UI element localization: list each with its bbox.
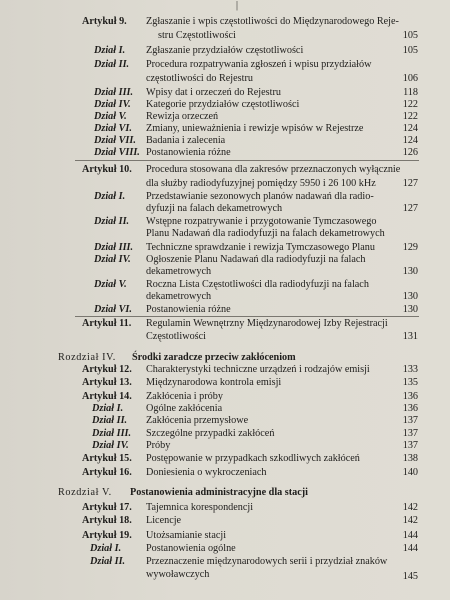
separator-line [75, 160, 419, 161]
page-number: 122 [402, 111, 418, 122]
label: Dział IV. [92, 440, 129, 451]
title: Zmiany, unieważnienia i rewizje wpisów w Rejestrze [146, 123, 364, 134]
title: Zakłócenia przemysłowe [146, 415, 249, 426]
page-number: 145 [402, 571, 418, 582]
title: Przeznaczenie międzynarodowych serii i przydział znaków [146, 556, 388, 567]
title: Techniczne sprawdzanie i rewizja Tymczasowego Planu [146, 242, 375, 253]
label: Dział VI. [94, 304, 132, 315]
title: Planu Nadawań dla radiodyfuzji na falach dekametrowych [146, 228, 385, 239]
label: Dział II. [92, 415, 128, 426]
page-number: 127 [402, 178, 418, 189]
title: Wstępne rozpatrywanie i przygotowanie Tymczasowego [146, 216, 377, 227]
title: Międzynarodowa kontrola emisji [146, 377, 282, 388]
page-number: 138 [402, 453, 418, 464]
title: dekametrowych [146, 266, 212, 277]
label: Dział II. [90, 556, 126, 567]
title: Zgłaszanie przydziałów częstotliwości [146, 45, 304, 56]
title: Szczególne przypadki zakłóceń [146, 428, 275, 439]
label: Artykuł 16. [82, 467, 132, 478]
page-number: 142 [402, 502, 418, 513]
title: dekametrowych [146, 291, 212, 302]
label: Dział V. [94, 279, 127, 290]
title: Zgłaszanie i wpis częstotliwości do Międzynarodowego Reje- [146, 16, 399, 27]
label: Dział VII. [94, 135, 136, 146]
title: Wpisy dat i orzeczeń do Rejestru [146, 87, 281, 98]
top-mark: | [236, 0, 239, 11]
page-number: 144 [402, 543, 418, 554]
title: stru Częstotliwości [158, 30, 236, 41]
title: Postanowienia różne [146, 304, 231, 315]
page-number: 137 [402, 428, 418, 439]
title: częstotliwości do Rejestru [146, 73, 253, 84]
title: Rewizja orzeczeń [146, 111, 219, 122]
chapter-title: Postanowienia administracyjne dla stacji [130, 487, 308, 498]
chapter-label: Rozdział IV. [58, 352, 116, 363]
page-number: 130 [402, 291, 418, 302]
title: Regulamin Wewnętrzny Międzynarodowej Izby Rejestracji [146, 318, 388, 329]
label: Dział I. [94, 45, 126, 56]
label: Dział I. [94, 191, 126, 202]
chapter-label: Rozdział V. [58, 487, 112, 498]
title: Postanowienia ogólne [146, 543, 236, 554]
page-number: 130 [402, 304, 418, 315]
page-number: 126 [402, 147, 418, 158]
title: Częstotliwości [146, 331, 206, 342]
label: Dział IV. [94, 254, 131, 265]
label: Dział IV. [94, 99, 131, 110]
page-number: 129 [402, 242, 418, 253]
title: Próby [146, 440, 171, 451]
label: Artykuł 13. [82, 377, 132, 388]
page-number: 118 [403, 87, 418, 98]
title: Badania i zalecenia [146, 135, 226, 146]
label: Artykuł 9. [82, 16, 127, 27]
label: Dział I. [90, 543, 122, 554]
page-number: 130 [402, 266, 418, 277]
page-number: 105 [402, 30, 418, 41]
title: dyfuzji na falach dekametrowych [146, 203, 283, 214]
title: Postępowanie w przypadkach szkodliwych zakłóceń [146, 453, 360, 464]
label: Artykuł 12. [82, 364, 132, 375]
page-number: 124 [402, 123, 418, 134]
page-number: 105 [402, 45, 418, 56]
page-number: 142 [402, 515, 418, 526]
title: Ogólne zakłócenia [146, 403, 223, 414]
label: Dział VIII. [94, 147, 140, 158]
title: Ogłoszenie Planu Nadawań dla radiodyfuzji na falach [146, 254, 366, 265]
label: Artykuł 10. [82, 164, 132, 175]
page-number: 137 [402, 440, 418, 451]
title: dla służby radiodyfuzyjnej pomiędzy 5950 i 26 100 kHz [146, 178, 376, 189]
label: Artykuł 14. [82, 391, 132, 402]
label: Dział V. [94, 111, 127, 122]
title: Roczna Lista Częstotliwości dla radiodyfuzji na falach [146, 279, 369, 290]
label: Dział II. [94, 216, 130, 227]
page-number: 136 [402, 403, 418, 414]
separator-line [75, 316, 419, 317]
label: Dział I. [92, 403, 124, 414]
title: wywoławczych [146, 569, 210, 580]
title: Utożsamianie stacji [146, 530, 227, 541]
page-number: 124 [402, 135, 418, 146]
label: Dział III. [94, 242, 134, 253]
label: Artykuł 18. [82, 515, 132, 526]
page-number: 106 [402, 73, 418, 84]
label: Artykuł 17. [82, 502, 132, 513]
label: Dział II. [94, 59, 130, 70]
label: Artykuł 15. [82, 453, 132, 464]
page-number: 133 [402, 364, 418, 375]
title: Postanowienia różne [146, 147, 231, 158]
label: Dział III. [94, 87, 134, 98]
page-number: 136 [402, 391, 418, 402]
page-number: 137 [402, 415, 418, 426]
title: Doniesienia o wykroczeniach [146, 467, 267, 478]
page-number: 127 [402, 203, 418, 214]
title: Licencje [146, 515, 182, 526]
page-number: 140 [402, 467, 418, 478]
label: Dział III. [92, 428, 132, 439]
title: Przedstawianie sezonowych planów nadawań dla radio- [146, 191, 374, 202]
title: Kategorie przydziałów częstotliwości [146, 99, 300, 110]
title: Tajemnica korespondencji [146, 502, 254, 513]
chapter-title: Środki zaradcze przeciw zakłóceniom [132, 352, 296, 363]
title: Zakłócenia i próby [146, 391, 223, 402]
page-number: 144 [402, 530, 418, 541]
label: Artykuł 11. [82, 318, 132, 329]
title: Charakterystyki techniczne urządzeń i rodzajów emisji [146, 364, 370, 375]
title: Procedura rozpatrywania zgłoszeń i wpisu przydziałów [146, 59, 372, 70]
label: Artykuł 19. [82, 530, 132, 541]
page-number: 131 [402, 331, 418, 342]
page-number: 135 [402, 377, 418, 388]
title: Procedura stosowana dla zakresów przeznaczonych wyłącznie [146, 164, 401, 175]
label: Dział VI. [94, 123, 132, 134]
page-number: 122 [402, 99, 418, 110]
